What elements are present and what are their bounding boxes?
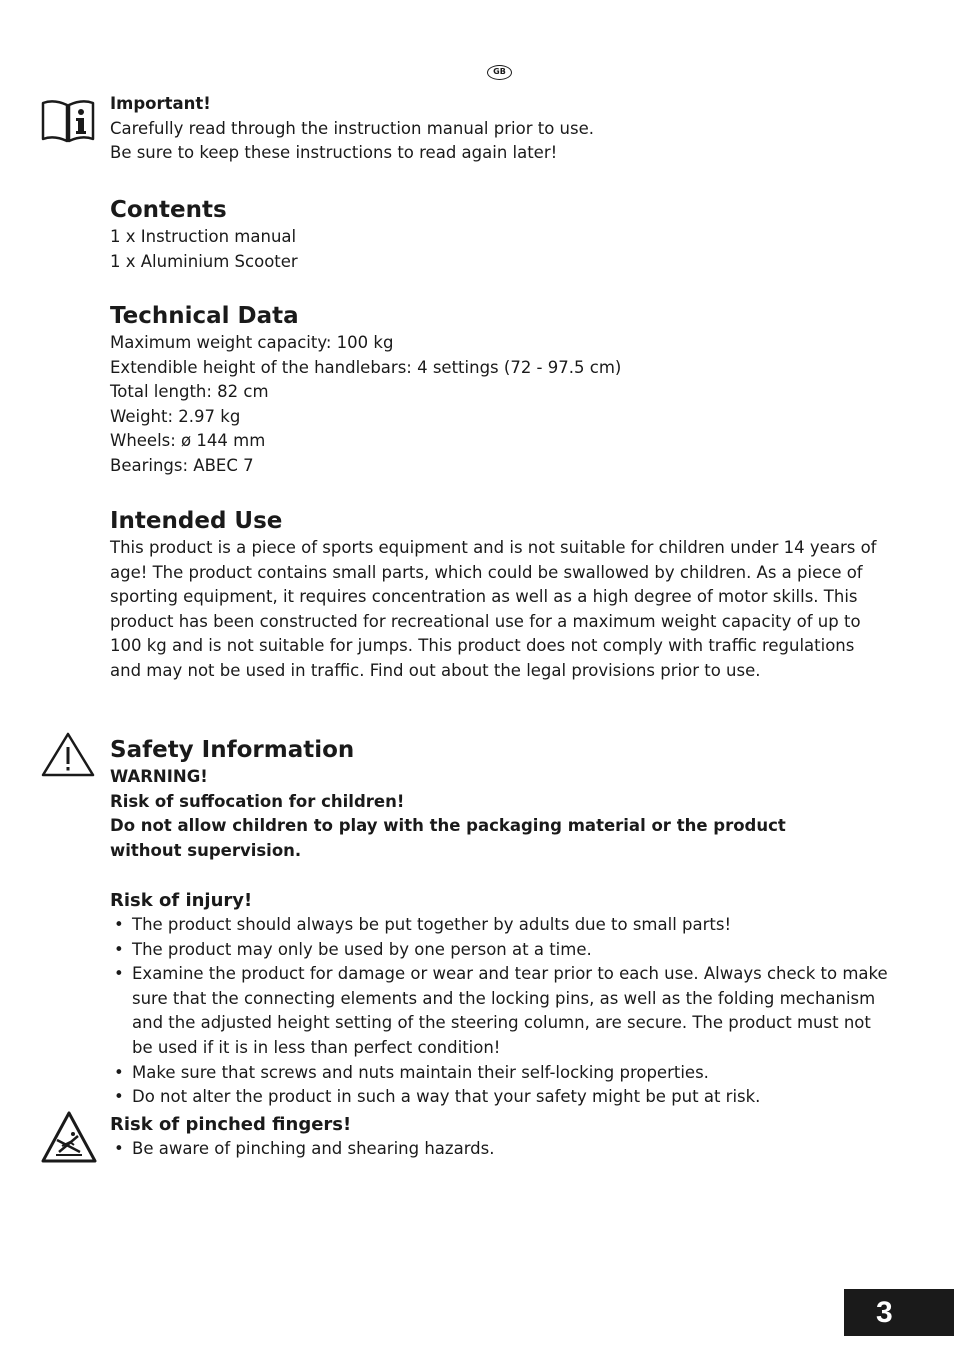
list-item: • Do not alter the product in such a way that your safety might be put at risk. bbox=[110, 1085, 890, 1110]
pinch-list bbox=[110, 1137, 890, 1162]
intended-use-text: This product is a piece of sports equipment and is not suitable for children under 14 years of age! The product contains small parts, which could be swallowed by children. As a piece of sporting equipment, it requires concentration as well as a high degree of motor skills. This product has been constructed for recreational use for a maximum weight capacity of up to 100 kg and is not suitable for jumps. This product does not comply with traffic regulations and may not be used in traffic. Find out about the legal provisions prior to use. bbox=[110, 538, 877, 680]
contents-heading: Contents bbox=[110, 197, 227, 223]
contents-item: 1 x Instruction manual bbox=[110, 227, 297, 246]
technical-item: Maximum weight capacity: 100 kg bbox=[110, 333, 394, 352]
technical-data-section bbox=[110, 301, 890, 479]
warning-triangle-icon bbox=[40, 731, 96, 778]
technical-item: Wheels: ø 144 mm bbox=[110, 431, 266, 451]
safety-section bbox=[110, 735, 890, 863]
important-line: Carefully read through the instruction manual prior to use. bbox=[110, 118, 594, 138]
injury-section bbox=[110, 888, 890, 1110]
language-badge: GB bbox=[487, 65, 512, 80]
intended-use-heading: Intended Use bbox=[110, 508, 283, 534]
read-manual-icon bbox=[40, 97, 96, 143]
suffocation-warning: Risk of suffocation for children! bbox=[110, 791, 405, 811]
pinch-heading: Risk of pinched fingers! bbox=[110, 1114, 352, 1135]
list-item: • Examine the product for damage or wear and tear prior to each use. Always check to make sure that the connecting elements and the locking pins, as well as the folding mechanism and the adjusted height setting of the steering column, are secure. The product must not be used if it is in less than perfect condition! bbox=[110, 962, 890, 1060]
list-item: • Make sure that screws and nuts maintain their self-locking properties. bbox=[110, 1061, 890, 1086]
technical-item: Total length: 82 cm bbox=[110, 382, 269, 402]
technical-item: Bearings: ABEC 7 bbox=[110, 455, 254, 475]
list-item: • Be aware of pinching and shearing hazards. bbox=[110, 1137, 890, 1162]
page-number: 3 bbox=[844, 1289, 954, 1336]
pinch-section bbox=[110, 1112, 890, 1162]
safety-heading: Safety Information bbox=[110, 737, 355, 763]
important-line: Be sure to keep these instructions to read again later! bbox=[110, 143, 558, 163]
technical-item: Weight: 2.97 kg bbox=[110, 406, 241, 426]
intended-use-section bbox=[110, 506, 890, 684]
pinch-hazard-icon bbox=[40, 1110, 98, 1164]
injury-list bbox=[110, 913, 890, 1110]
packaging-warning: Do not allow children to play with the packaging material or the product without supervision. bbox=[110, 816, 786, 860]
technical-data-heading: Technical Data bbox=[110, 303, 299, 329]
warning-label: WARNING! bbox=[110, 767, 208, 786]
important-title: Important! bbox=[110, 94, 211, 113]
technical-item: Extendible height of the handlebars: 4 settings (72 - 97.5 cm) bbox=[110, 357, 622, 377]
important-section bbox=[110, 92, 890, 166]
contents-section bbox=[110, 195, 890, 274]
contents-item: 1 x Aluminium Scooter bbox=[110, 251, 298, 271]
list-item: • The product should always be put together by adults due to small parts! bbox=[110, 913, 890, 938]
injury-heading: Risk of injury! bbox=[110, 890, 253, 911]
list-item: • The product may only be used by one person at a time. bbox=[110, 938, 890, 963]
